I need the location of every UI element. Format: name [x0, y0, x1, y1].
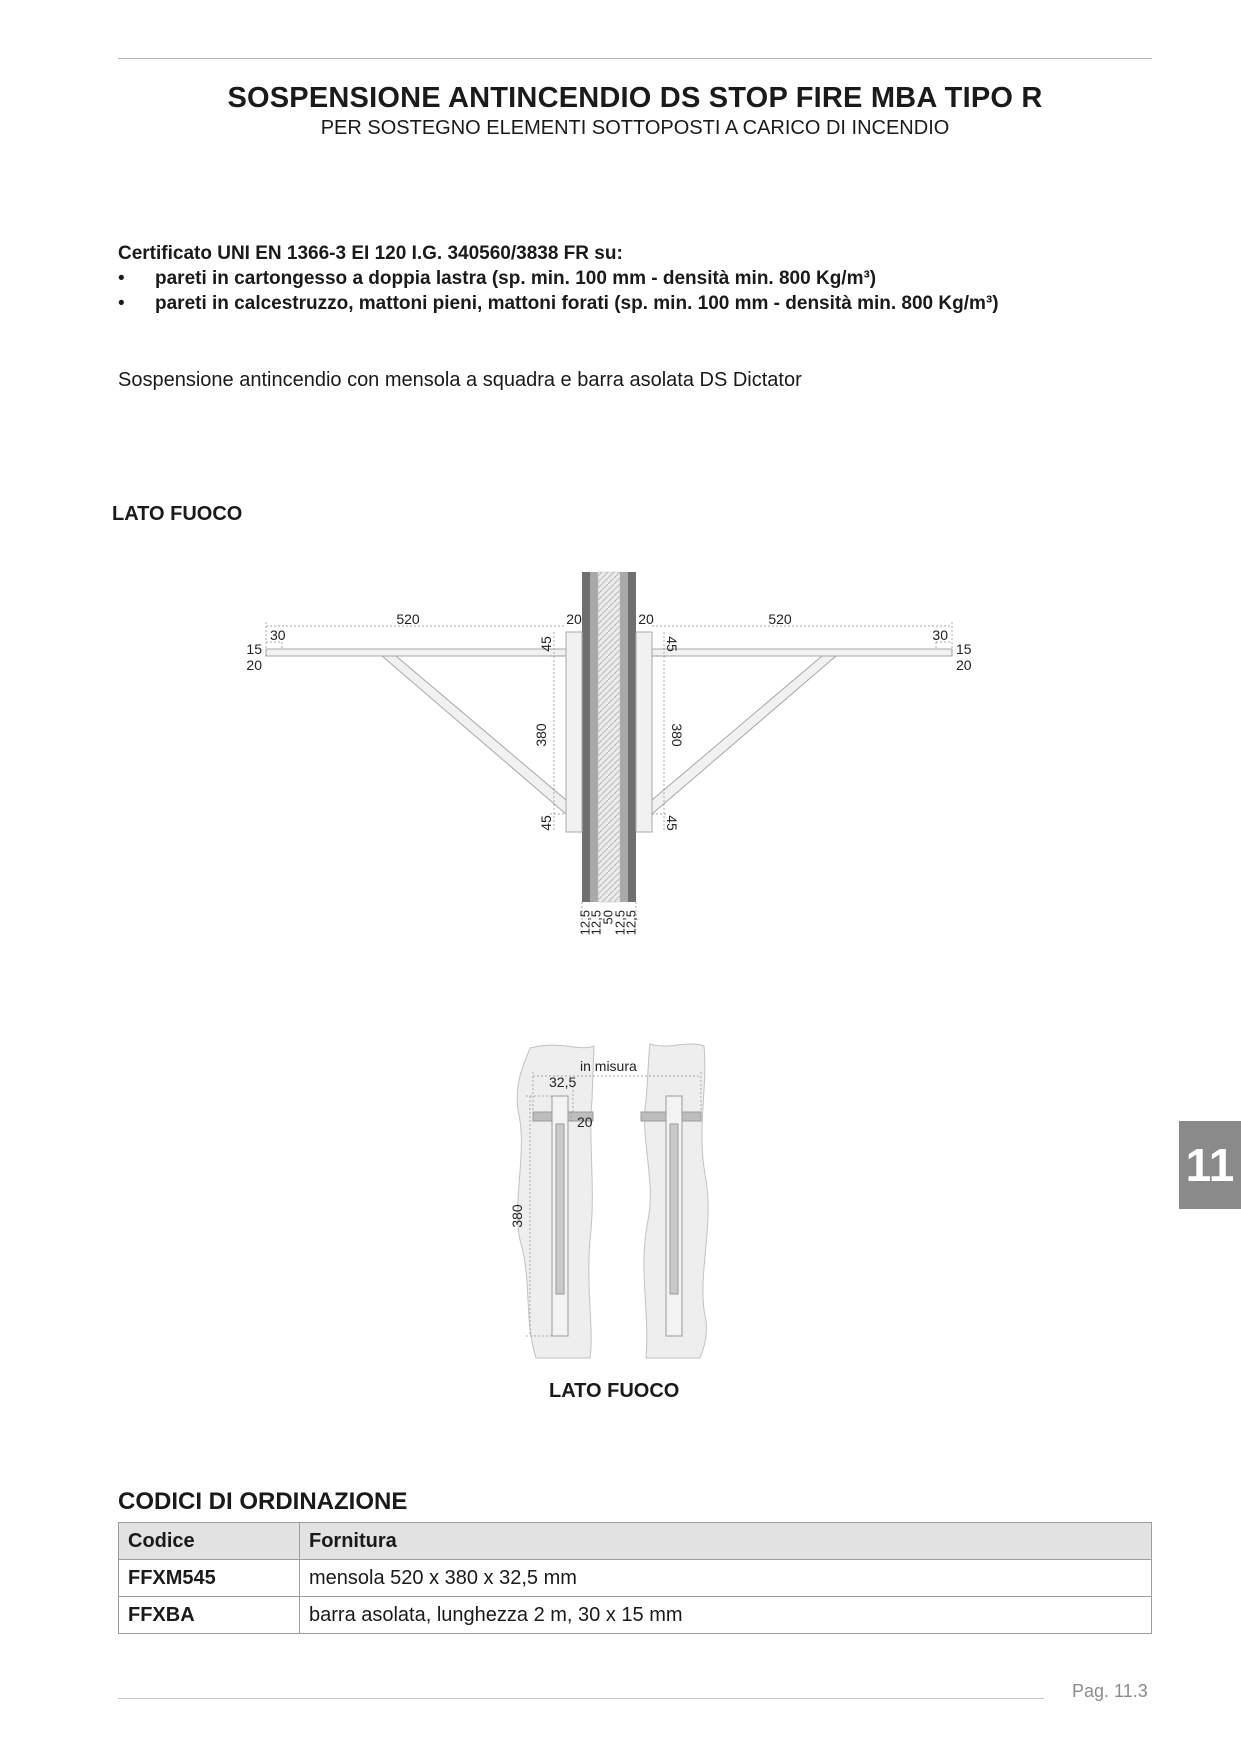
dim-height-380: 380: [509, 1204, 525, 1228]
dim-right-top-45: 45: [664, 636, 680, 652]
dim-wall-4: 12,5: [612, 910, 628, 936]
dim-right-380: 380: [669, 723, 685, 747]
fire-side-label-top: LATO FUOCO: [112, 503, 243, 525]
dim-left-tip: 30: [270, 627, 286, 643]
dim-in-misura: in misura: [580, 1058, 637, 1074]
cell-description: barra asolata, lunghezza 2 m, 30 x 15 mm: [300, 1597, 1152, 1634]
bullet: •: [118, 293, 125, 314]
ordering-table: [118, 1522, 1152, 1634]
dim-right-length: 520: [768, 611, 792, 627]
dim-wall-5: 12,5: [623, 910, 639, 936]
page-subtitle: PER SOSTEGNO ELEMENTI SOTTOPOSTI A CARICO DI INCENDIO: [320, 117, 950, 139]
wall-section: [582, 572, 636, 902]
dim-wall-2: 12,5: [588, 910, 604, 936]
dim-left-380: 380: [533, 723, 549, 747]
dim-right-tip: 30: [932, 627, 948, 643]
dim-left-bottom-45: 45: [538, 815, 554, 831]
certification-list: [118, 266, 999, 316]
certification-block: [118, 241, 999, 316]
table-row: [119, 1560, 1152, 1597]
certification-heading: Certificato UNI EN 1366-3 EI 120 I.G. 340560/3838 FR su:: [118, 243, 623, 264]
dim-left-15: 15: [246, 641, 262, 657]
table-header-row: [119, 1523, 1152, 1560]
dim-right-bottom-45: 45: [664, 815, 680, 831]
bottom-rule: [118, 1698, 1044, 1699]
bullet: •: [118, 268, 125, 289]
dim-left-length: 520: [396, 611, 420, 627]
table-row: [119, 1597, 1152, 1634]
dim-right-15: 15: [956, 641, 972, 657]
dim-height-20: 20: [577, 1114, 593, 1130]
page-number: Pag. 11.3: [1072, 1681, 1148, 1701]
chapter-tab: 11: [1179, 1121, 1241, 1209]
ordering-heading: CODICI DI ORDINAZIONE: [118, 1488, 408, 1515]
dim-wall-3: 50: [600, 910, 616, 925]
wall-section-diagram: [500, 1040, 720, 1360]
dim-left-gap: 20: [566, 611, 582, 627]
fire-side-label-bottom: LATO FUOCO: [549, 1380, 680, 1402]
dim-right-20: 20: [956, 657, 972, 673]
dim-wall-1: 12,5: [577, 910, 593, 936]
dim-right-gap: 20: [638, 611, 654, 627]
product-description: Sospensione antincendio con mensola a squadra e barra asolata DS Dictator: [118, 369, 802, 391]
list-item: • pareti in cartongesso a doppia lastra (sp. min. 100 mm - densità min. 800 Kg/m³): [118, 268, 877, 289]
top-rule: [118, 58, 1152, 59]
column-header-supply: Fornitura: [300, 1523, 1152, 1560]
dim-left-20: 20: [246, 657, 262, 673]
dim-left-top-45: 45: [538, 636, 554, 652]
list-item: • pareti in calcestruzzo, mattoni pieni, mattoni forati (sp. min. 100 mm - densità min. 800 Kg/m³): [118, 293, 999, 314]
page-title: SOSPENSIONE ANTINCENDIO DS STOP FIRE MBA TIPO R: [227, 82, 1043, 114]
cell-code: FFXBA: [119, 1597, 300, 1634]
column-header-code: Codice: [119, 1523, 300, 1560]
cell-description: mensola 520 x 380 x 32,5 mm: [300, 1560, 1152, 1597]
bracket-elevation-diagram: [246, 560, 980, 950]
dim-width-32-5: 32,5: [549, 1074, 577, 1090]
cell-code: FFXM545: [119, 1560, 300, 1597]
